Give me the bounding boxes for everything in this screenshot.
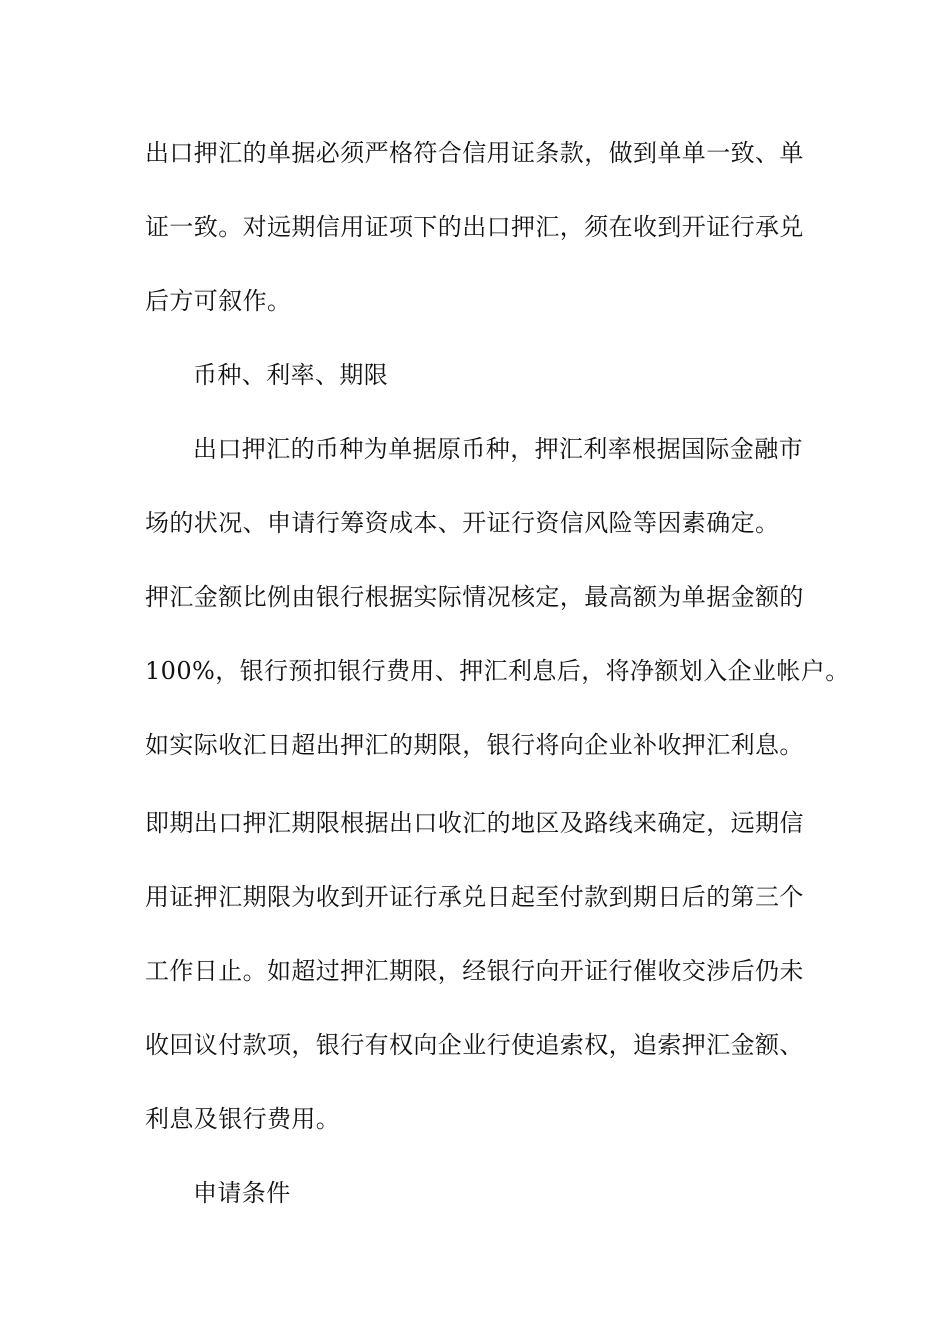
- paragraph-line: 即期出口押汇期限根据出口收汇的地区及路线来确定，远期信: [145, 809, 804, 837]
- paragraph-line: 出口押汇的币种为单据原币种，押汇利率根据国际金融市: [193, 435, 803, 463]
- paragraph-line: 利息及银行费用。: [145, 1105, 341, 1133]
- paragraph-line: 出口押汇的单据必须严格符合信用证条款，做到单单一致、单: [145, 139, 804, 167]
- section-heading: 申请条件: [193, 1179, 291, 1207]
- paragraph-line: 场的状况、申请行筹资成本、开证行资信风险等因素确定。: [145, 509, 780, 537]
- paragraph-line: 押汇金额比例由银行根据实际情况核定，最高额为单据金额的: [145, 583, 804, 611]
- paragraph-line: 工作日止。如超过押汇期限，经银行向开证行催收交涉后仍未: [145, 957, 804, 985]
- paragraph-line: 用证押汇期限为收到开证行承兑日起至付款到期日后的第三个: [145, 883, 804, 911]
- paragraph-line: 如实际收汇日超出押汇的期限，银行将向企业补收押汇利息。: [145, 731, 804, 759]
- paragraph-line: 收回议付款项，银行有权向企业行使追索权，追索押汇金额、: [145, 1031, 804, 1059]
- paragraph-line: 后方可叙作。: [145, 287, 292, 315]
- paragraph-line: 证一致。对远期信用证项下的出口押汇，须在收到开证行承兑: [145, 213, 804, 241]
- paragraph-line: 100%，银行预扣银行费用、押汇利息后，将净额划入企业帐户。: [145, 657, 850, 685]
- section-heading: 币种、利率、期限: [193, 361, 389, 389]
